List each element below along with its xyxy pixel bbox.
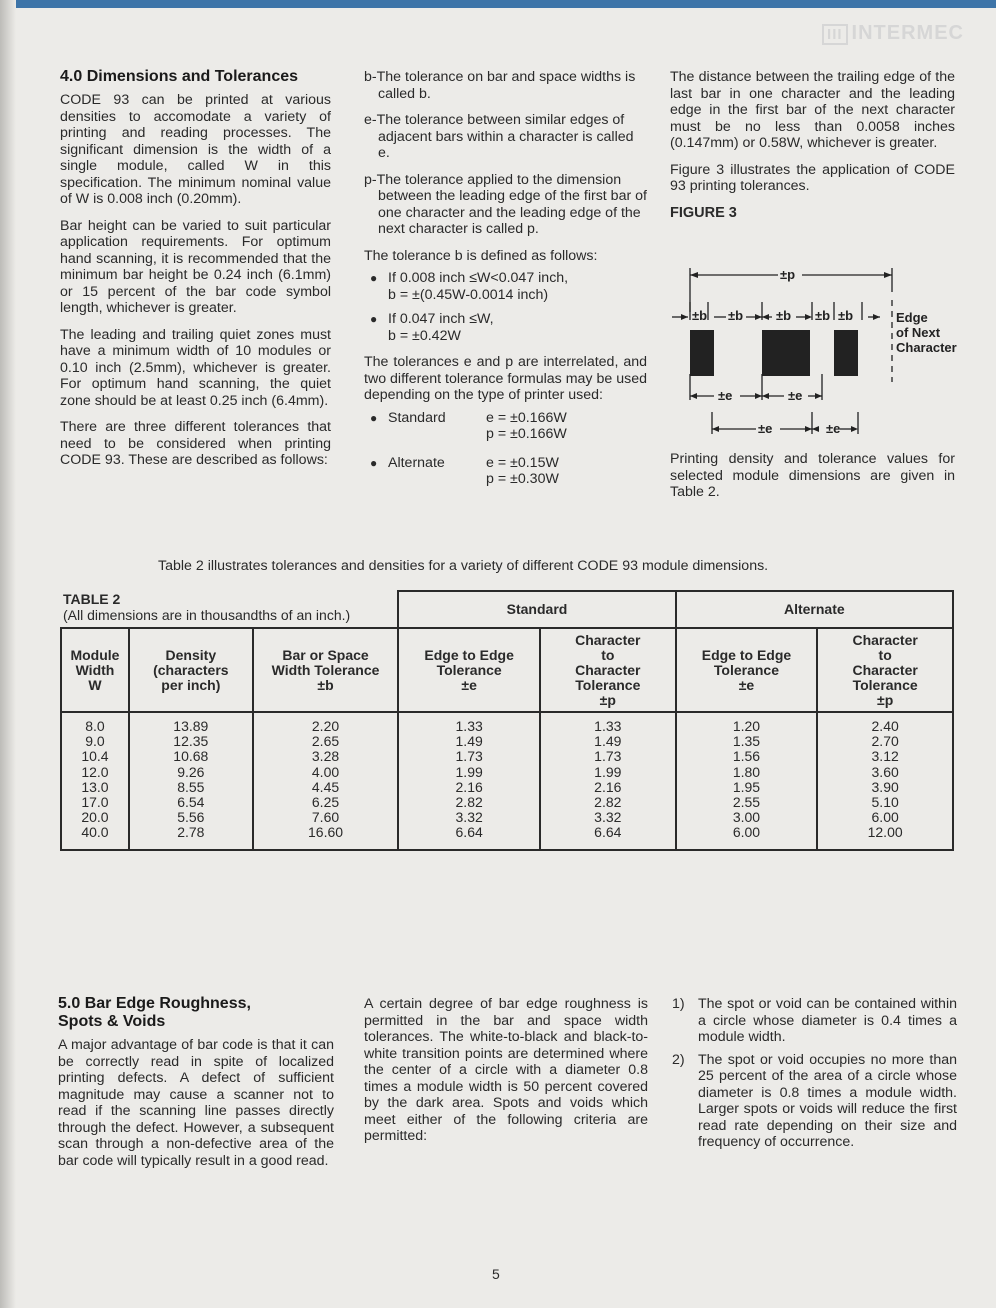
table-cell-value: 6.64 bbox=[455, 824, 483, 841]
section-4-heading: 4.0 Dimensions and Tolerances bbox=[60, 68, 299, 85]
figure-note bbox=[670, 451, 955, 511]
table-column-cell bbox=[540, 712, 676, 850]
table-cell-value: 1.95 bbox=[732, 778, 761, 795]
table-cell-value: 1.80 bbox=[732, 763, 761, 780]
section-5-heading: 5.0 Bar Edge Roughness, Spots & Voids bbox=[58, 995, 251, 1030]
b-label: ±b bbox=[815, 308, 831, 323]
table-cell-value: 4.00 bbox=[311, 763, 340, 780]
list-item: ● If 0.008 inch ≤W<0.047 inch, b = ±(0.45W-0.0014 inch) bbox=[364, 270, 647, 303]
paragraph: CODE 93 can be printed at various densities to accomodate a variety of printing and reading processes. The significant dimension is the width of a single module, called W in this specification. The minimum nominal value of W is 0.008 inch (0.20mm). bbox=[60, 92, 331, 207]
table-cell-value: 3.12 bbox=[871, 748, 899, 765]
table-cell-value: 1.73 bbox=[594, 748, 622, 765]
definition-e: e-The tolerance between similar edges of adjacent bars within a character is called e. bbox=[364, 112, 634, 161]
table-cell-value: 10.4 bbox=[81, 748, 109, 765]
table-cell-value: 5.56 bbox=[177, 809, 205, 826]
e-label: ±e bbox=[718, 388, 733, 403]
table-cell-value: 6.00 bbox=[732, 824, 761, 841]
column-header: Module Width W bbox=[61, 628, 129, 712]
paragraph: The distance between the trailing edge of the last bar in one character and the leading edge in the first bar of the next character must be no less than 0.0058 inches (0.147mm) or 0.58W, whichever is greater. bbox=[670, 69, 955, 151]
table-cell-value: 1.20 bbox=[732, 718, 761, 734]
table-cell-value: 2.82 bbox=[455, 794, 483, 811]
figure-column bbox=[670, 69, 955, 221]
table-cell-value: 12.35 bbox=[173, 733, 209, 750]
table-cell-value: 2.78 bbox=[177, 824, 205, 841]
table-cell-value: 1.56 bbox=[732, 748, 761, 765]
paragraph: Bar height can be varied to suit particular application requirements. For optimum hand scanning, it is recommended that the minimum bar height be 0.24 inch (6.1mm) or 15 percent of the bar code symbol length, whichever is greater. bbox=[60, 217, 331, 316]
binding-shadow bbox=[0, 0, 16, 1308]
table-cell-value: 8.55 bbox=[177, 778, 205, 795]
table-cell-value: 1.49 bbox=[594, 733, 622, 750]
table-cell-value: 8.0 bbox=[85, 718, 105, 734]
table-cell-value: 13.89 bbox=[173, 718, 209, 734]
table-caption: Table 2 illustrates tolerances and densities for a variety of different CODE 93 module dimensions. bbox=[158, 558, 769, 574]
table-cell-value: 2.55 bbox=[732, 794, 761, 811]
table-cell-value: 6.64 bbox=[594, 824, 622, 841]
criteria-list bbox=[672, 996, 957, 1151]
intermec-logo: III INTERMEC bbox=[822, 22, 964, 45]
table-column-cell bbox=[253, 712, 399, 850]
list-item: 2) The spot or void occupies no more than 25 percent of the area of a circle whose diameter is 0.8 times a module width. Larger spots or voids will reduce the first read rate depending on their size and frequency of occurrence. bbox=[672, 1051, 957, 1150]
b-rules-list bbox=[364, 270, 647, 344]
edge-label-2: of Next bbox=[896, 325, 941, 340]
table-cell-value: 9.0 bbox=[85, 733, 105, 750]
table-cell-value: 2.16 bbox=[594, 778, 622, 795]
group-header-alternate: Alternate bbox=[676, 591, 953, 628]
tolerance-column bbox=[364, 69, 647, 498]
table-cell-value: 3.32 bbox=[455, 809, 483, 826]
group-header-standard: Standard bbox=[398, 591, 675, 628]
paragraph: There are three different tolerances that need to be considered when printing CODE 93. These are described as follows: bbox=[60, 419, 331, 468]
list-item: ● Standard e = ±0.166W p = ±0.166W bbox=[364, 410, 647, 443]
table-cell-value: 16.60 bbox=[308, 824, 344, 841]
column-header: Edge to Edge Tolerance ±e bbox=[398, 628, 540, 712]
table-column-cell bbox=[129, 712, 253, 850]
column-header: Density (characters per inch) bbox=[129, 628, 253, 712]
b-label: ±b bbox=[692, 308, 708, 323]
list-item: ● Alternate e = ±0.15W p = ±0.30W bbox=[364, 455, 647, 488]
figure-title: FIGURE 3 bbox=[670, 204, 737, 221]
table-cell-value: 1.99 bbox=[594, 763, 622, 780]
table-cell-value: 6.00 bbox=[871, 809, 899, 826]
table-cell-value: 1.49 bbox=[455, 733, 483, 750]
list-item: 1) The spot or void can be contained within a circle whose diameter is 0.4 times a module width. bbox=[672, 996, 957, 1045]
table-cell-value: 5.10 bbox=[871, 794, 899, 811]
table-cell-value: 1.99 bbox=[455, 763, 483, 780]
paragraph: A major advantage of bar code is that it can be correctly read in spite of localized printing defects. A defect of sufficient magnitude may cause a scanner not to read if the scanning line passes directly through the defect. However, a subsequent scan through a non-defective area of the bar code will typically result in a good read. bbox=[58, 1037, 334, 1169]
paragraph: A certain degree of bar edge roughness is permitted in the bar and space width tolerances. The white-to-black and black-to-white transition points are determined where the center of a circle with a diameter 0.8 times a module width is 50 percent covered by the dark area. Spots and voids which meet either of the following criteria are permitted: bbox=[364, 996, 648, 1144]
table-title-cell bbox=[61, 591, 398, 628]
b-label: ±b bbox=[728, 308, 744, 323]
column-header: Edge to Edge Tolerance ±e bbox=[676, 628, 818, 712]
table-cell-value: 1.33 bbox=[455, 718, 483, 734]
table-cell-value: 12.00 bbox=[867, 824, 903, 841]
paragraph: Printing density and tolerance values for selected module dimensions are given in Table 2. bbox=[670, 451, 955, 500]
b-label: ±b bbox=[776, 308, 792, 323]
column-header: Character to Character Tolerance ±p bbox=[817, 628, 953, 712]
e-label: ±e bbox=[826, 421, 841, 436]
table-cell-value: 4.45 bbox=[311, 778, 340, 795]
table-cell-value: 7.60 bbox=[311, 809, 340, 826]
table-cell-value: 1.73 bbox=[455, 748, 483, 765]
top-color-bar bbox=[0, 0, 996, 8]
column-header-row bbox=[61, 628, 953, 712]
table-cell-value: 10.68 bbox=[173, 748, 209, 765]
table-cell-value: 2.82 bbox=[594, 794, 622, 811]
column-header: Character to Character Tolerance ±p bbox=[540, 628, 676, 712]
table-column-cell bbox=[398, 712, 540, 850]
table-cell-value: 3.90 bbox=[871, 778, 899, 795]
paragraph: Figure 3 illustrates the application of CODE 93 printing tolerances. bbox=[670, 161, 955, 194]
column-header: Bar or Space Width Tolerance ±b bbox=[253, 628, 399, 712]
table-cell-value: 2.65 bbox=[311, 733, 340, 750]
table-column-cell bbox=[61, 712, 129, 850]
section-5-column bbox=[58, 995, 334, 1179]
bar bbox=[834, 330, 858, 376]
table-cell-value: 3.60 bbox=[871, 763, 899, 780]
ep-intro: The tolerances e and p are interrelated, and two different tolerance formulas may be used depending on the type of printer used: bbox=[364, 354, 647, 403]
table-column-cell bbox=[817, 712, 953, 850]
e-label: ±e bbox=[758, 421, 773, 436]
edge-label-1: Edge bbox=[896, 310, 928, 325]
table-cell-value: 6.25 bbox=[311, 794, 340, 811]
table-cell-value: 2.16 bbox=[455, 778, 483, 795]
table-cell-value: 2.70 bbox=[871, 733, 899, 750]
table-title: TABLE 2 bbox=[63, 591, 121, 607]
table-cell-value: 1.33 bbox=[594, 718, 622, 734]
table-cell-value: 2.20 bbox=[311, 718, 340, 734]
list-item: ● If 0.047 inch ≤W, b = ±0.42W bbox=[364, 311, 647, 344]
table-subtitle: (All dimensions are in thousandths of an inch.) bbox=[63, 607, 351, 623]
table-cell-value: 6.54 bbox=[177, 794, 205, 811]
table-column-cell bbox=[676, 712, 818, 850]
table-cell-value: 40.0 bbox=[81, 824, 109, 841]
table-cell-value: 3.32 bbox=[594, 809, 622, 826]
figure-3-diagram bbox=[668, 262, 968, 444]
table-cell-value: 13.0 bbox=[81, 778, 109, 795]
section-5-column-2 bbox=[364, 996, 648, 1155]
table-cell-value: 1.35 bbox=[732, 733, 761, 750]
paragraph: The leading and trailing quiet zones must have a minimum width of 10 modules or 0.10 inch (2.5mm), whichever is greater. For optimum hand scanning, the quiet zone should be at least 0.25 inch (6.4mm). bbox=[60, 326, 331, 409]
table-cell-value: 2.40 bbox=[871, 718, 899, 734]
table-2 bbox=[60, 590, 954, 851]
edge-label-3: Character bbox=[896, 340, 957, 355]
e-label: ±e bbox=[788, 388, 803, 403]
table-cell-value: 9.26 bbox=[177, 763, 205, 780]
table-cell-value: 20.0 bbox=[81, 809, 109, 826]
b-label: ±b bbox=[838, 308, 854, 323]
p-label: ±p bbox=[780, 267, 796, 282]
table-cell-value: 3.00 bbox=[732, 809, 761, 826]
bar bbox=[690, 330, 714, 376]
table-data-row bbox=[61, 712, 953, 850]
formula-list bbox=[364, 410, 647, 488]
table-cell-value: 3.28 bbox=[311, 748, 340, 765]
section-4-column bbox=[60, 68, 331, 479]
page-number: 5 bbox=[492, 1266, 500, 1282]
table-cell-value: 17.0 bbox=[81, 794, 109, 811]
definition-b: b-The tolerance on bar and space widths is called b. bbox=[364, 69, 636, 102]
criteria-column bbox=[672, 996, 957, 1157]
bar bbox=[762, 330, 810, 376]
definition-p: p-The tolerance applied to the dimension between the leading edge of the first bar of one character and the leading edge of the next character is called p. bbox=[364, 171, 647, 237]
table-cell-value: 12.0 bbox=[81, 763, 109, 780]
b-intro: The tolerance b is defined as follows: bbox=[364, 247, 598, 264]
